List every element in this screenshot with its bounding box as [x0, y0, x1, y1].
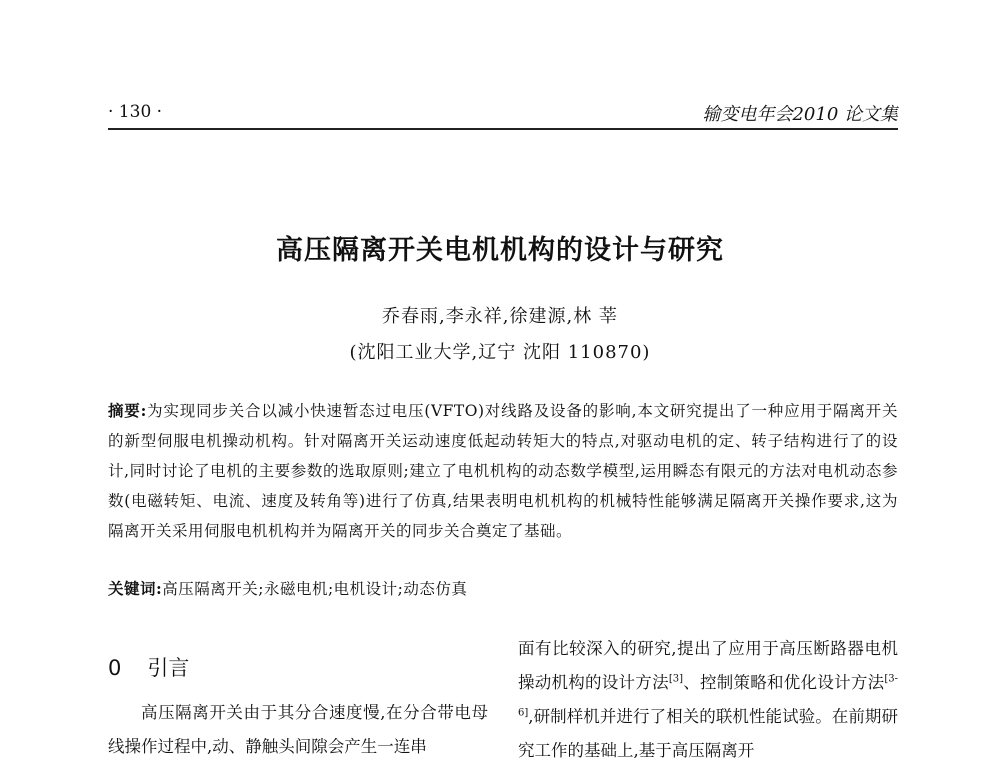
abstract	[108, 396, 898, 546]
citation-ref: [3]	[668, 673, 683, 685]
section-title: 引言	[147, 656, 190, 680]
abstract-label: 摘要:	[108, 401, 147, 420]
affiliation: (沈阳工业大学,辽宁 沈阳 110870)	[349, 342, 651, 363]
author-list: 乔春雨,李永祥,徐建源,林 莘	[382, 306, 618, 327]
right-text-part2: 、控制策略和优化设计方法	[683, 673, 885, 692]
right-text-part3: ,研制样机并进行了相关的联机性能试验。在前期研究工作的基础上,基于高压隔离开	[518, 707, 898, 760]
citation-ref: [3-6]	[518, 673, 899, 719]
running-header	[108, 100, 898, 124]
journal-name: 输变电年会2010 论文集	[702, 104, 898, 125]
right-text-part1: 面有比较深入的研究,提出了应用于高压断路器电机操动机构的设计方法	[518, 639, 898, 692]
keywords	[108, 574, 898, 604]
header-rule	[108, 128, 898, 130]
page-number: · 130 ·	[108, 102, 163, 122]
keywords-label: 关键词:	[108, 579, 163, 598]
right-column-paragraph	[518, 632, 898, 768]
keywords-text: 高压隔离开关;永磁电机;电机设计;动态仿真	[162, 580, 468, 598]
paper-title: 高压隔离开关电机机构的设计与研究	[276, 235, 724, 266]
left-column-paragraph: 高压隔离开关由于其分合速度慢,在分合带电母线操作过程中,动、静触头间隙会产生一连串	[108, 703, 488, 756]
section-number: 0	[108, 656, 122, 680]
abstract-text: 为实现同步关合以减小快速暂态过电压(VFTO)对线路及设备的影响,本文研究提出了一种应用于隔离开关的新型伺服电机操动机构。针对隔离开关运动速度低起动转矩大的特点,对驱动电机的定、转子结构进行了的设计,同时讨论了电机的主要参数的选取原则;建立了电机机构的动态数学模型,运用瞬态有限元的方法对电机动态参数(电磁转矩、电流、速度及转角等)进行了仿真,结果表明电机机构的机械特性能够满足隔离开关操作要求,这为隔离开关采用伺服电机机构并为隔离开关的同步关合奠定了基础。	[108, 402, 898, 540]
section-heading	[108, 652, 189, 682]
